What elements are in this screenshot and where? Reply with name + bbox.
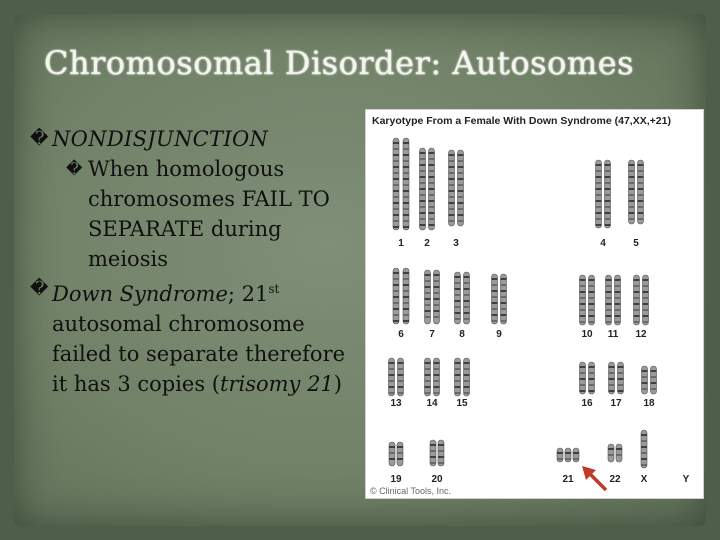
- slide-body: [30, 124, 370, 399]
- chromosome-1: [393, 138, 399, 230]
- chromosome-20: [438, 440, 444, 466]
- chromosome-15: [464, 358, 470, 396]
- chromosome-label-3: 3: [453, 238, 459, 249]
- chromosome-x: [641, 430, 647, 468]
- chromosome-label-7: 7: [429, 329, 435, 340]
- chromosome-13: [398, 358, 404, 396]
- chromosome-label-19: 19: [390, 474, 402, 485]
- chromosome-18: [651, 366, 657, 394]
- text-fragment: ; 21: [227, 282, 269, 306]
- chromosome-label-15: 15: [456, 398, 468, 409]
- bullet-icon: �: [66, 159, 83, 178]
- ordinal-suffix: st: [268, 282, 280, 296]
- chromosome-label-14: 14: [426, 398, 438, 409]
- chromosome-5: [638, 160, 644, 224]
- chromosome-22: [608, 444, 614, 462]
- chromosome-19: [397, 442, 403, 466]
- slide-title: Chromosomal Disorder: Autosomes: [44, 44, 635, 82]
- chromosome-label-5: 5: [633, 238, 639, 249]
- chromosome-label-22: 22: [609, 474, 621, 485]
- chromosome-label-13: 13: [390, 398, 402, 409]
- chromosome-3: [449, 150, 455, 226]
- chromosome-15: [455, 358, 461, 396]
- chromosome-18: [642, 366, 648, 394]
- chromosome-label-8: 8: [459, 329, 465, 340]
- chromosome-7: [434, 270, 440, 324]
- chromosome-label-2: 2: [424, 238, 430, 249]
- trisomy-term: trisomy 21: [220, 372, 334, 396]
- chromosome-label-1: 1: [398, 238, 404, 249]
- chromosome-label-6: 6: [398, 329, 404, 340]
- bullet-icon: �: [30, 128, 49, 149]
- chromosome-label-21: 21: [562, 474, 574, 485]
- karyotype-figure: [365, 109, 704, 499]
- chromosome-21: [573, 448, 579, 462]
- chromosome-label-16: 16: [581, 398, 593, 409]
- chromosome-12: [643, 275, 649, 325]
- chromosome-10: [589, 275, 595, 325]
- chromosome-12: [634, 275, 640, 325]
- down-syndrome-term: Down Syndrome: [52, 282, 228, 306]
- bullet-heading: NONDISJUNCTION: [52, 127, 269, 151]
- chromosome-label-18: 18: [643, 398, 655, 409]
- chromosome-2: [429, 148, 435, 230]
- chromosome-17: [609, 362, 615, 394]
- chromosome-label-11: 11: [607, 329, 619, 340]
- chromosome-16: [589, 362, 595, 394]
- chromosome-7: [425, 270, 431, 324]
- figure-title: Karyotype From a Female With Down Syndrome (47,XX,+21): [372, 115, 671, 127]
- chromosome-4: [596, 160, 602, 228]
- chromosome-6: [403, 268, 409, 324]
- chromosome-16: [580, 362, 586, 394]
- chromosome-9: [492, 274, 498, 324]
- chromosome-13: [389, 358, 395, 396]
- sub-bullet-definition: [66, 154, 370, 274]
- chromosome-4: [605, 160, 611, 228]
- bullet-down-syndrome: [30, 274, 370, 399]
- chromosome-22: [616, 444, 622, 462]
- chromosome-label-x: X: [640, 474, 648, 485]
- chromosome-20: [430, 440, 436, 466]
- chromosome-3: [458, 150, 464, 226]
- chromosome-6: [393, 268, 399, 324]
- bullet-nondisjunction: [30, 124, 370, 154]
- chromosome-label-4: 4: [600, 238, 606, 249]
- chromosome-label-9: 9: [496, 329, 502, 340]
- chromosome-2: [420, 148, 426, 230]
- chromosome-label-17: 17: [610, 398, 622, 409]
- chromosome-1: [403, 138, 409, 230]
- chromosome-11: [615, 275, 621, 325]
- karyotype-image: [366, 110, 703, 498]
- chromosome-label-20: 20: [431, 474, 443, 485]
- chromosome-14: [434, 358, 440, 396]
- chromosome-14: [425, 358, 431, 396]
- chromosome-8: [464, 272, 470, 324]
- chromosome-label-10: 10: [581, 329, 593, 340]
- chromosome-5: [629, 160, 635, 224]
- chromosome-9: [501, 274, 507, 324]
- chromosome-21: [565, 448, 571, 462]
- text-fragment: autosomal chromosome failed to separate therefore it has 3 copies (: [52, 312, 346, 396]
- chromosome-19: [389, 442, 395, 466]
- chromosome-label-y: Y: [682, 474, 690, 485]
- chromosome-11: [606, 275, 612, 325]
- chromosome-8: [455, 272, 461, 324]
- chromosome-label-12: 12: [635, 329, 647, 340]
- bullet-text: [52, 274, 357, 399]
- trisomy-arrow-icon: [582, 466, 606, 490]
- chromosome-21: [557, 448, 563, 462]
- chromosome-10: [580, 275, 586, 325]
- text-fragment: ): [333, 372, 342, 396]
- chromosome-17: [618, 362, 624, 394]
- bullet-icon: �: [30, 278, 49, 299]
- figure-credit: © Clinical Tools, Inc.: [370, 486, 451, 496]
- sub-bullet-text: When homologous chromosomes FAIL TO SEPARATE during meiosis: [88, 157, 330, 271]
